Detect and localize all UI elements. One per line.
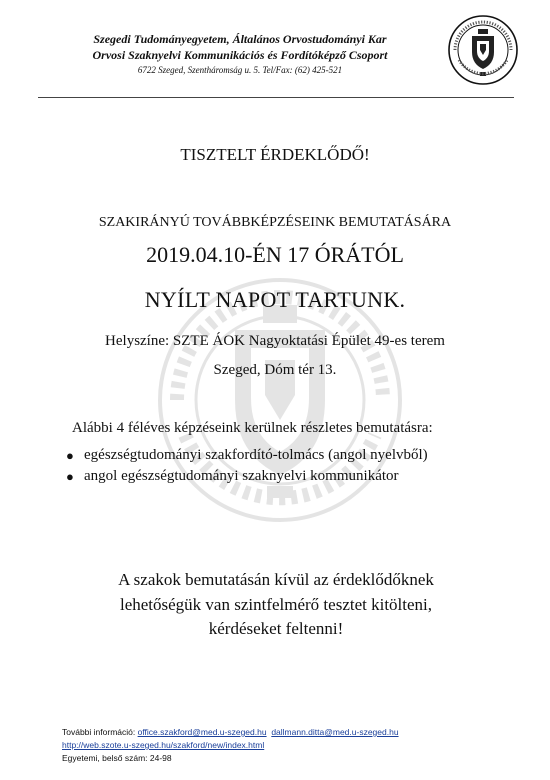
- note-line: lehetőségük van szintfelmérő tesztet kitölteni,: [119, 595, 433, 614]
- department-name: Orvosi Szaknyelvi Kommunikációs és Fordítóképző Csoport: [92, 48, 388, 62]
- footer-contact-line: [62, 726, 399, 739]
- list-item: [62, 446, 488, 465]
- bullet-icon: ●: [66, 469, 74, 484]
- course-name: egészségtudományi szakfordító-tolmács (angol nyelvből): [84, 447, 428, 463]
- contact-address: 6722 Szeged, Szentháromság u. 5. Tel/Fax: (62) 425-521: [137, 65, 343, 75]
- info-label: További információ:: [62, 727, 136, 737]
- footer: [62, 726, 399, 765]
- event-venue: Helyszíne: SZTE ÁOK Nagyoktatási Épület 49-es terem: [105, 333, 445, 349]
- letterhead: [0, 0, 550, 100]
- header-divider: [38, 97, 514, 98]
- email-link-dallmann[interactable]: dallmann.ditta@med.u-szeged.hu: [271, 727, 399, 737]
- note-line: A szakok bemutatásán kívül az érdeklődőknek: [118, 570, 434, 589]
- email-link-office[interactable]: office.szakford@med.u-szeged.hu: [137, 727, 267, 737]
- course-list: [62, 446, 488, 486]
- course-name: angol egészségtudományi szaknyelvi kommunikátor: [84, 468, 399, 484]
- list-item: [62, 467, 488, 486]
- courses-intro: Alábbi 4 féléves képzéseink kerülnek részletes bemutatásra:: [72, 420, 433, 436]
- university-seal-icon: [447, 14, 519, 86]
- event-date: 2019.04.10-ÉN 17 ÓRÁTÓL: [146, 242, 404, 267]
- footer-url-line: [62, 739, 399, 752]
- intro-line: SZAKIRÁNYÚ TOVÁBBKÉPZÉSEINK BEMUTATÁSÁRA: [98, 215, 452, 230]
- note-line: kérdéseket feltenni!: [208, 619, 344, 638]
- event-address: Szeged, Dóm tér 13.: [213, 362, 337, 378]
- institution-name: Szegedi Tudományegyetem, Általános Orvostudományi Kar: [93, 32, 387, 46]
- internal-number: Egyetemi, belső szám: 24-98: [62, 753, 172, 763]
- open-day-heading: NYÍLT NAPOT TARTUNK.: [144, 287, 406, 312]
- website-link[interactable]: http://web.szote.u-szeged.hu/szakford/new/index.html: [62, 740, 265, 750]
- bullet-icon: ●: [66, 448, 74, 463]
- greeting-heading: TISZTELT ÉRDEKLŐDŐ!: [180, 145, 370, 164]
